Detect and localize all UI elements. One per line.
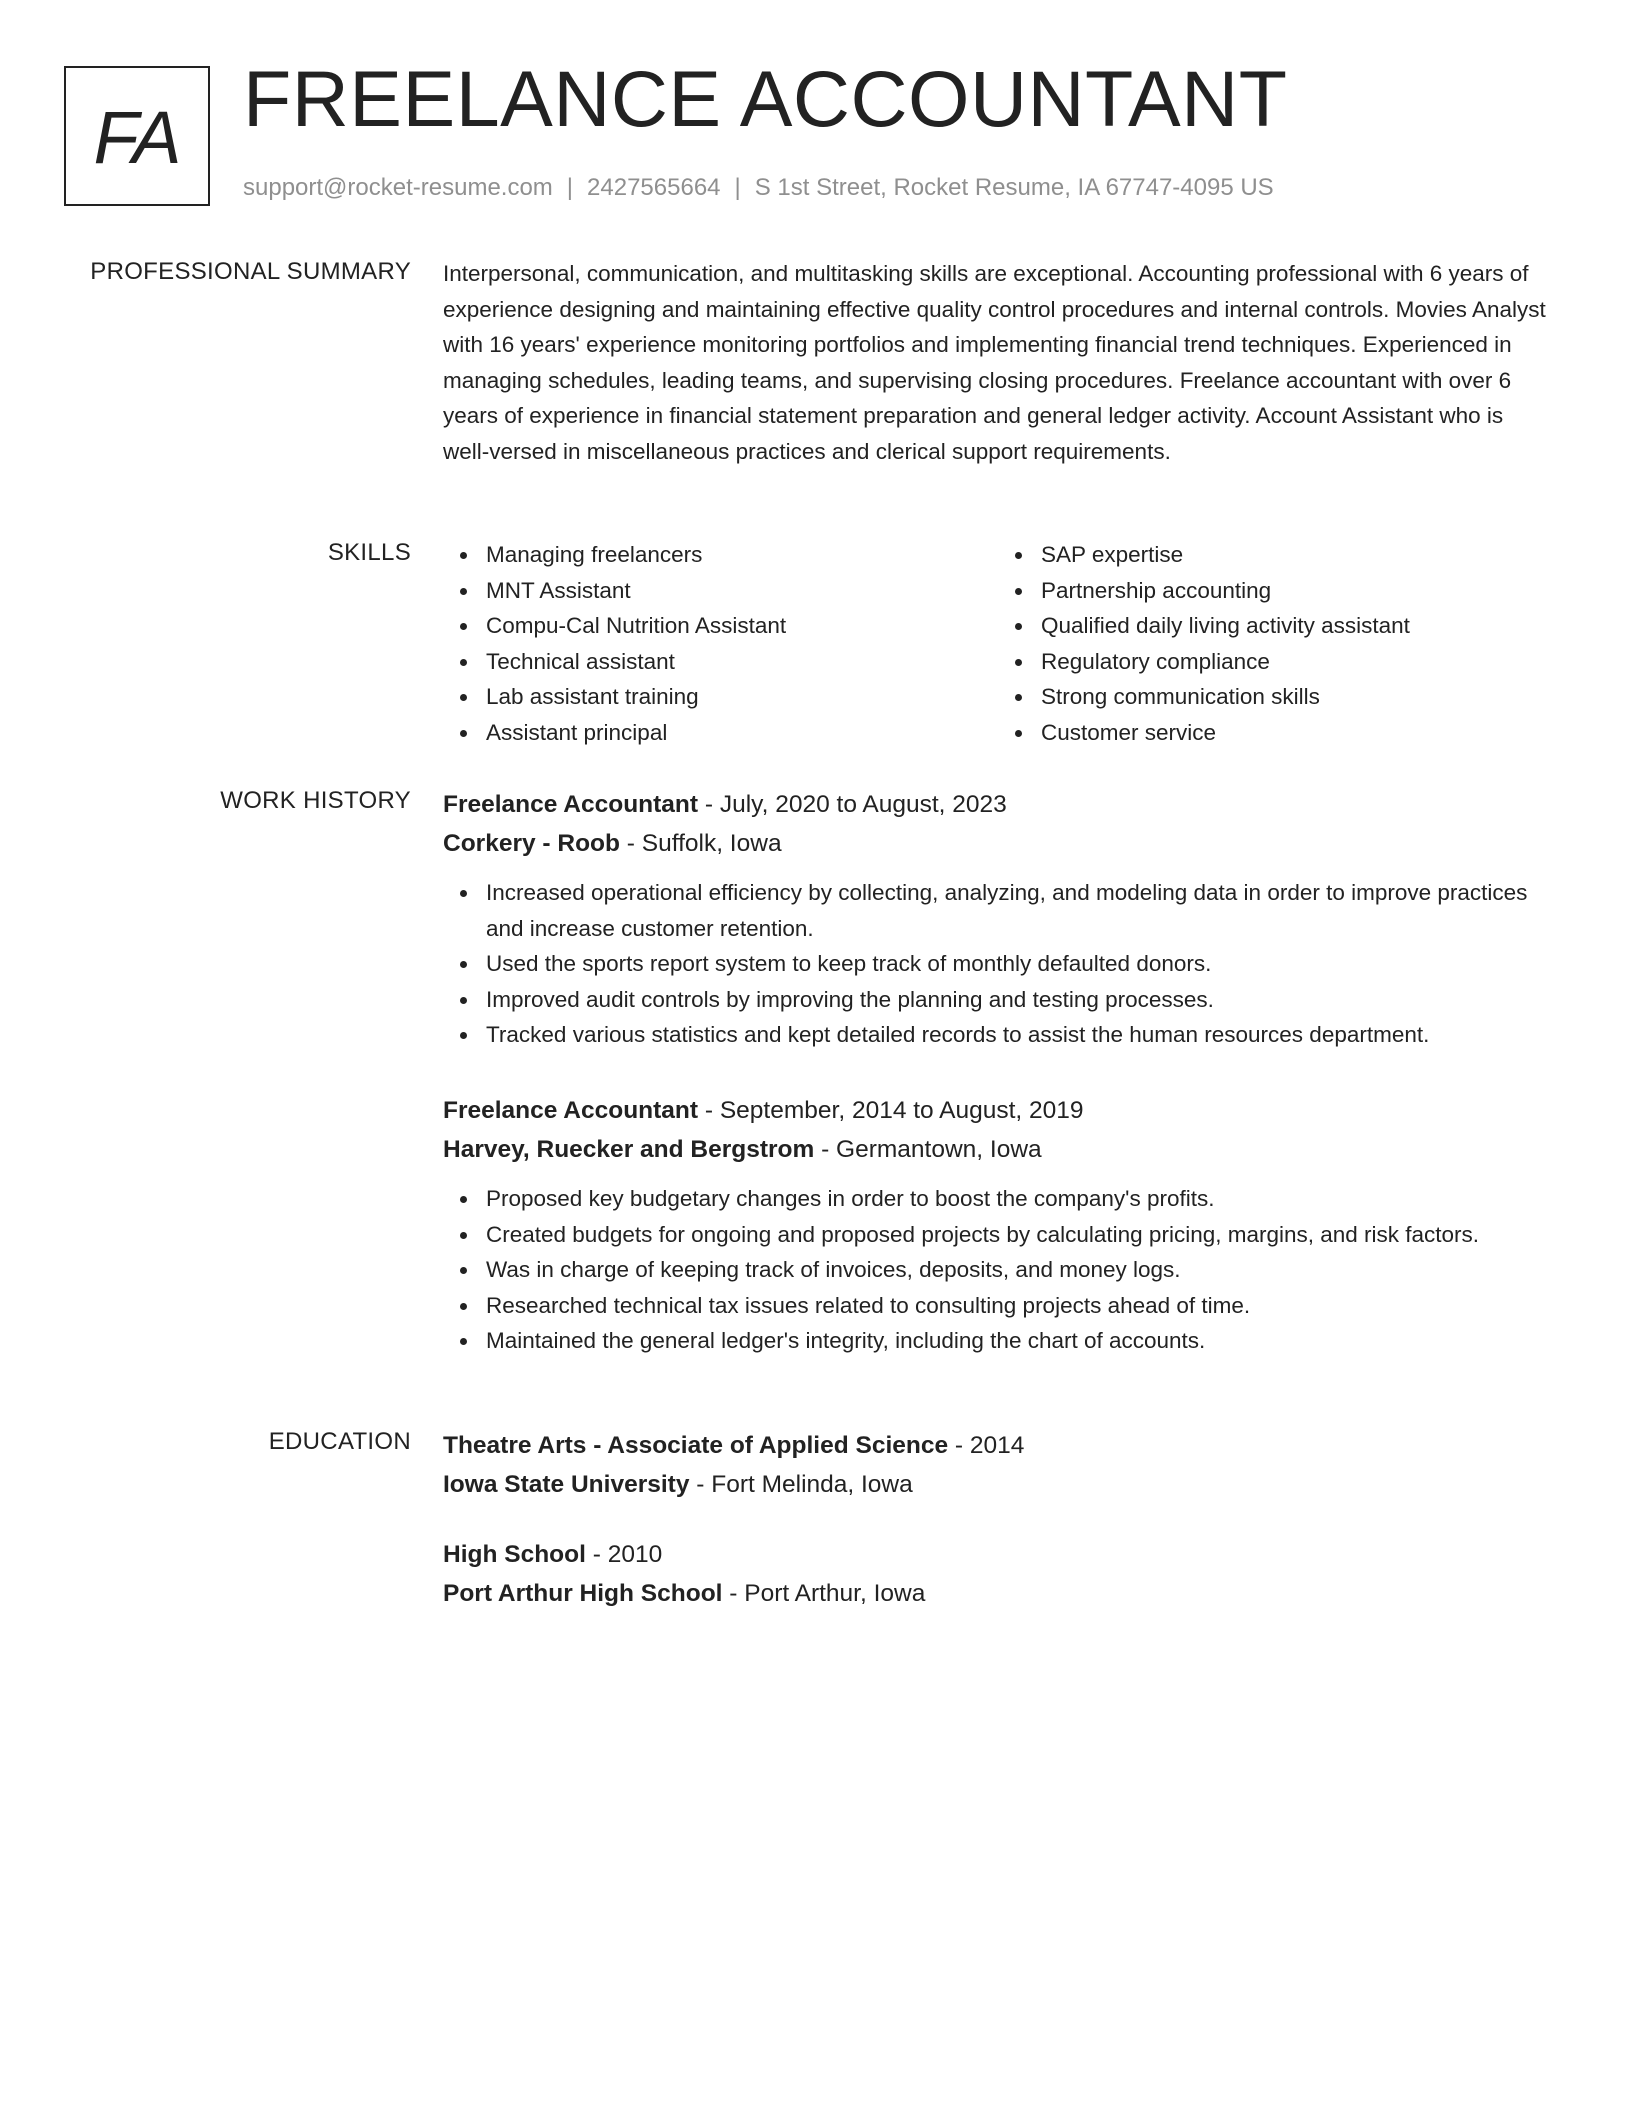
job-company-line <box>443 1130 1553 1169</box>
skill-item: Regulatory compliance <box>1041 644 1553 680</box>
education-entry <box>443 1535 1553 1613</box>
skill-item: Assistant principal <box>486 715 998 751</box>
job-bullet: Used the sports report system to keep track of monthly defaulted donors. <box>486 946 1553 982</box>
skill-item: Managing freelancers <box>486 537 998 573</box>
contact-email[interactable]: support@rocket-resume.com <box>243 174 553 201</box>
job-company: Corkery - Roob <box>443 830 620 857</box>
job-bullet: Maintained the general ledger's integrity, including the chart of accounts. <box>486 1323 1553 1359</box>
skills-list-right <box>998 537 1553 751</box>
job-bullet: Created budgets for ongoing and proposed projects by calculating pricing, margins, and risk factors. <box>486 1217 1553 1253</box>
contact-separator: | <box>566 174 574 201</box>
job-bullet: Researched technical tax issues related to consulting projects ahead of time. <box>486 1288 1553 1324</box>
skill-item: Compu-Cal Nutrition Assistant <box>486 608 998 644</box>
section-heading: EDUCATION <box>268 1428 411 1455</box>
contact-phone[interactable]: 2427565664 <box>587 174 721 201</box>
job-bullet: Improved audit controls by improving the planning and testing processes. <box>486 982 1553 1018</box>
skill-item: Customer service <box>1041 715 1553 751</box>
job-title-line <box>443 1091 1553 1130</box>
job-entry <box>443 785 1553 1053</box>
skill-item: Partnership accounting <box>1041 573 1553 609</box>
job-bullet: Tracked various statistics and kept detailed records to assist the human resources department. <box>486 1017 1553 1053</box>
school-line <box>443 1465 1553 1504</box>
job-title-line <box>443 785 1553 824</box>
degree-line <box>443 1535 1553 1574</box>
degree: High School <box>443 1541 586 1568</box>
job-dates: - September, 2014 to August, 2019 <box>698 1096 1084 1124</box>
contact-line <box>243 174 1274 203</box>
job-entry <box>443 1091 1553 1359</box>
section-heading: WORK HISTORY <box>220 787 411 814</box>
school-location: - Fort Melinda, Iowa <box>689 1471 913 1498</box>
section-heading: PROFESSIONAL SUMMARY <box>90 258 411 285</box>
monogram-box <box>64 66 210 206</box>
job-location: - Suffolk, Iowa <box>619 830 782 857</box>
school-name: Port Arthur High School <box>443 1580 723 1607</box>
degree-line <box>443 1426 1553 1465</box>
job-title: Freelance Accountant <box>443 791 699 818</box>
contact-address: S 1st Street, Rocket Resume, IA 67747-4095 US <box>754 174 1274 201</box>
job-bullet: Was in charge of keeping track of invoices, deposits, and money logs. <box>486 1252 1553 1288</box>
skill-item: Technical assistant <box>486 644 998 680</box>
section-heading: SKILLS <box>327 539 411 566</box>
graduation-year: - 2010 <box>585 1541 663 1568</box>
education-body <box>443 1426 1553 1613</box>
skills-grid <box>443 537 1553 751</box>
school-line <box>443 1574 1553 1613</box>
resume-title: FREELANCE ACCOUNTANT <box>243 54 1288 143</box>
school-name: Iowa State University <box>443 1471 690 1498</box>
graduation-year: - 2014 <box>948 1432 1025 1459</box>
job-company-line <box>443 824 1553 863</box>
education-entry <box>443 1426 1553 1504</box>
job-dates: - July, 2020 to August, 2023 <box>698 791 1007 818</box>
job-bullets <box>443 875 1553 1053</box>
school-location: - Port Arthur, Iowa <box>722 1580 926 1607</box>
skill-item: Qualified daily living activity assistant <box>1041 608 1553 644</box>
skill-item: SAP expertise <box>1041 537 1553 573</box>
summary-body <box>443 256 1553 470</box>
job-company: Harvey, Ruecker and Bergstrom <box>443 1135 815 1163</box>
job-title: Freelance Accountant <box>443 1096 699 1124</box>
monogram-initials: FA <box>93 96 181 179</box>
skills-list-left <box>443 537 998 751</box>
work-history-body <box>443 785 1553 1359</box>
degree: Theatre Arts - Associate of Applied Science <box>443 1432 949 1459</box>
skill-item: MNT Assistant <box>486 573 998 609</box>
summary-text: Interpersonal, communication, and multitasking skills are exceptional. Accounting professional with 6 years of experience designing and maintaining effective quality control procedures and internal controls. Movies Analyst with 16 years' experience monitoring portfolios and implementing financial trend techniques. Experienced in managing schedules, leading teams, and supervising closing procedures. Freelance accountant with over 6 years of experience in financial statement preparation and general ledger activity. Account Assistant who is well-versed in miscellaneous practices and clerical support requirements. <box>443 261 1546 464</box>
skills-body <box>443 537 1553 751</box>
contact-separator: | <box>734 174 741 201</box>
job-bullets <box>443 1181 1553 1359</box>
job-bullet: Proposed key budgetary changes in order to boost the company's profits. <box>486 1181 1553 1217</box>
skill-item: Strong communication skills <box>1041 679 1553 715</box>
job-bullet: Increased operational efficiency by collecting, analyzing, and modeling data in order to improve practices and increase customer retention. <box>486 875 1553 946</box>
job-location: - Germantown, Iowa <box>814 1135 1042 1163</box>
skill-item: Lab assistant training <box>486 679 998 715</box>
